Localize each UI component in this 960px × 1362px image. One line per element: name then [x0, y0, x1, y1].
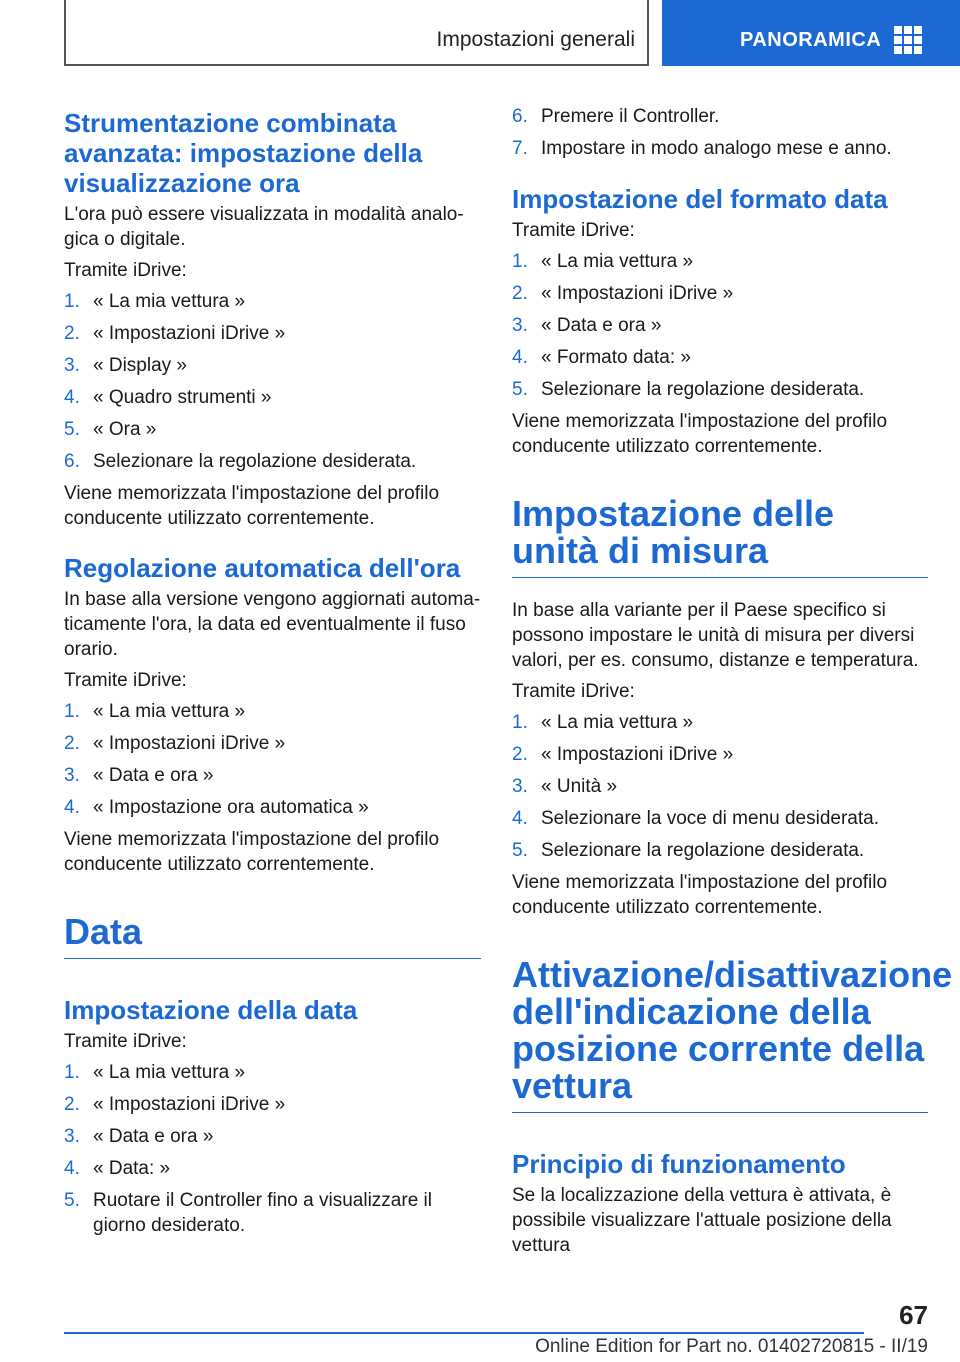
list-item: 2. « Impostazioni iDrive »	[64, 733, 286, 754]
heading-formato-data: Impostazione del formato data	[512, 184, 888, 214]
header-section-box	[64, 0, 649, 66]
list-item: 5. Ruotare il Controller fino a visualizzare il giorno desiderato.	[64, 1190, 432, 1236]
steps-list-1	[64, 289, 481, 474]
paragraph-tramite: Tramite iDrive:	[64, 1031, 187, 1052]
paragraph-tramite: Tramite iDrive:	[64, 260, 187, 281]
list-item: 7. Impostare in modo analogo mese e anno.	[512, 138, 892, 159]
panorama-button[interactable]	[662, 0, 960, 66]
list-item: 6. Selezionare la regolazione desiderata.	[64, 451, 417, 472]
steps-list-5	[512, 710, 928, 863]
paragraph-tramite: Tramite iDrive:	[512, 681, 635, 702]
heading-principio: Principio di funzionamento	[512, 1149, 846, 1179]
list-item: 5. « Ora »	[64, 419, 157, 440]
paragraph-tramite: Tramite iDrive:	[512, 220, 635, 241]
list-item: 3. « Data e ora »	[64, 765, 214, 786]
heading-unita-misura: Impostazione delle unità di misura	[512, 495, 928, 578]
steps-list-2	[64, 699, 481, 820]
list-item: 4. « Formato data: »	[512, 347, 691, 368]
right-column	[512, 104, 953, 1264]
heading-strumentazione: Strumentazione combinata avanzata: impostazione della visualizzazione ora	[64, 108, 423, 198]
steps-list-3	[64, 1060, 481, 1238]
list-item: 4. « Quadro strumenti »	[64, 387, 272, 408]
list-item: 1. « La mia vettura »	[64, 701, 246, 722]
page-number: 67	[899, 1300, 928, 1330]
list-item: 1. « La mia vettura »	[512, 251, 694, 272]
list-item: 3. « Data e ora »	[512, 315, 662, 336]
list-item: 4. « Impostazione ora automatica »	[64, 797, 369, 818]
paragraph-principio: Se la localizzazione della vettura è attivata, è possibile visualizzare l'attuale posizione della vettura	[512, 1185, 892, 1256]
paragraph-memo: Viene memorizzata l'impostazione del profilo conducente utilizzato correntemente.	[512, 411, 888, 457]
left-column	[64, 104, 481, 1245]
paragraph-regolazione: In base alla versione vengono aggiornati automaticamente l'ora, la data ed eventualmente il fuso orario.	[64, 589, 481, 660]
list-item: 4. Selezionare la voce di menu desiderata.	[512, 808, 879, 829]
list-item: 1. « La mia vettura »	[64, 1062, 246, 1083]
list-item: 1. « La mia vettura »	[64, 291, 246, 312]
header-section-title: Impostazioni generali	[436, 28, 635, 51]
list-item: 2. « Impostazioni iDrive »	[512, 283, 734, 304]
list-item: 2. « Impostazioni iDrive »	[64, 323, 286, 344]
list-item: 2. « Impostazioni iDrive »	[64, 1094, 286, 1115]
list-item: 5. Selezionare la regolazione desiderata.	[512, 379, 865, 400]
paragraph-memo: Viene memorizzata l'impostazione del profilo conducente utilizzato correntemente.	[64, 483, 440, 529]
grid-icon	[894, 26, 922, 54]
footer-edition-link[interactable]: Online Edition for Part no. 01402720815 - II/19	[535, 1336, 928, 1357]
steps-list-continued	[512, 104, 928, 161]
list-item: 3. « Unità »	[512, 776, 618, 797]
list-item: 3. « Display »	[64, 355, 187, 376]
list-item: 1. « La mia vettura »	[512, 712, 694, 733]
list-item: 5. Selezionare la regolazione desiderata.	[512, 840, 865, 861]
list-item: 2. « Impostazioni iDrive »	[512, 744, 734, 765]
paragraph-memo: Viene memorizzata l'impostazione del profilo conducente utilizzato correntemente.	[64, 829, 440, 875]
heading-attivazione: Attivazione/disattivazione dell'indicazione della posizione corrente della vettura	[512, 956, 928, 1113]
heading-data: Data	[64, 913, 481, 959]
paragraph-ora: L'ora può essere visualizzata in modalità analogica o digitale.	[64, 204, 464, 250]
steps-list-4	[512, 249, 928, 402]
list-item: 4. « Data: »	[64, 1158, 171, 1179]
footer-divider	[64, 1332, 864, 1334]
paragraph-unita: In base alla variante per il Paese specifico si possono impostare le unità di misura per diversi valori, per es. consumo, distanze e temperatura.	[512, 600, 919, 671]
paragraph-tramite: Tramite iDrive:	[64, 670, 187, 691]
panorama-label: PANORAMICA	[740, 29, 882, 51]
list-item: 6. Premere il Controller.	[512, 106, 720, 127]
paragraph-memo: Viene memorizzata l'impostazione del profilo conducente utilizzato correntemente.	[512, 872, 888, 918]
heading-impostazione-data: Impostazione della data	[64, 995, 358, 1025]
heading-regolazione: Regolazione automatica dell'ora	[64, 553, 461, 583]
list-item: 3. « Data e ora »	[64, 1126, 214, 1147]
